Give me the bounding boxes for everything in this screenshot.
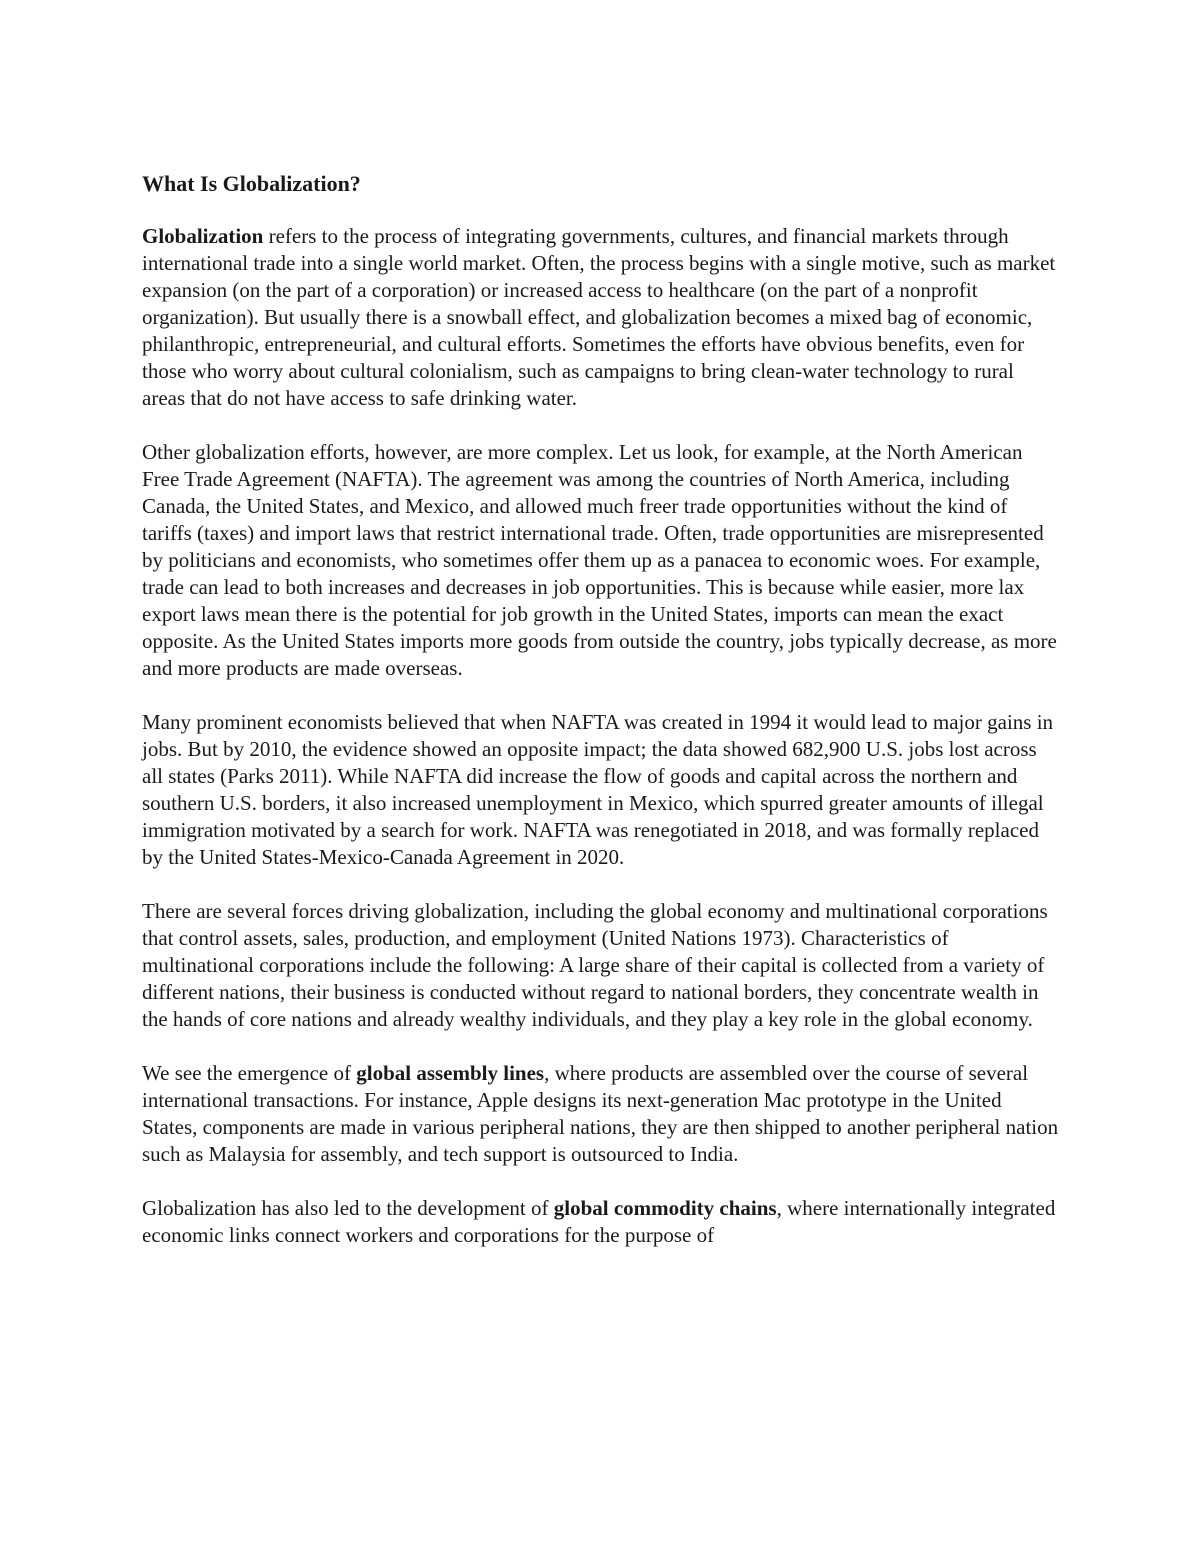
paragraph-text: Other globalization efforts, however, are more complex. Let us look, for example, at the North American Free Trade Agreement (NAFTA). The agreement was among the countries of North America, including Canada, the United States, and Mexico, and allowed much freer trade opportunities without the kind of tariffs (taxes) and import laws that restrict international trade. Often, trade opportunities are misrepresented by politicians and economists, who sometimes offer them up as a panacea to economic woes. For example, trade can lead to both increases and decreases in job opportunities. This is because while easier, more lax export laws mean there is the potential for job growth in the United States, imports can mean the exact opposite. As the United States imports more goods from outside the country, jobs typically decrease, as more and more products are made overseas. — [142, 440, 1057, 680]
document-body — [142, 168, 1062, 1276]
paragraph-text: We see the emergence of — [142, 1061, 357, 1085]
key-term: global assembly lines — [356, 1061, 545, 1085]
paragraph — [142, 439, 1062, 682]
paragraph-text: , where internationally integrated economic links connect workers and corporations for the purpose of — [142, 1196, 1056, 1247]
paragraph-text: Many prominent economists believed that when NAFTA was created in 1994 it would lead to major gains in jobs. But by 2010, the evidence showed an opposite impact; the data showed 682,900 U.S. jobs lost across all states (Parks 2011). While NAFTA did increase the flow of goods and capital across the northern and southern U.S. borders, it also increased unemployment in Mexico, which spurred greater amounts of illegal immigration motivated by a search for work. NAFTA was renegotiated in 2018, and was formally replaced by the United States-Mexico-Canada Agreement in 2020. — [142, 710, 1054, 869]
paragraph — [142, 223, 1062, 412]
key-term: Globalization — [142, 224, 264, 248]
paragraph — [142, 1060, 1062, 1168]
paragraph-text: There are several forces driving globalization, including the global economy and multinational corporations that control assets, sales, production, and employment (United Nations 1973). Characteristics of multinational corporations include the following: A large share of their capital is collected from a variety of different nations, their business is conducted without regard to national borders, they concentrate wealth in the hands of core nations and already wealthy individuals, and they play a key role in the global economy. — [142, 899, 1048, 1031]
paragraph-text: Globalization has also led to the development of — [142, 1196, 554, 1220]
page-title: What Is Globalization? — [142, 171, 361, 196]
paragraph — [142, 1195, 1062, 1249]
key-term: global commodity chains — [553, 1196, 777, 1220]
paragraph-text: refers to the process of integrating governments, cultures, and financial markets through international trade into a single world market. Often, the process begins with a single motive, such as market expansion (on the part of a corporation) or increased access to healthcare (on the part of a nonprofit organization). But usually there is a snowball effect, and globalization becomes a mixed bag of economic, philanthropic, entrepreneurial, and cultural efforts. Sometimes the efforts have obvious benefits, even for those who worry about cultural colonialism, such as campaigns to bring clean-water technology to rural areas that do not have access to safe drinking water. — [142, 224, 1056, 410]
paragraph-text: , where products are assembled over the course of several international transactions. For instance, Apple designs its next-generation Mac prototype in the United States, components are made in various peripheral nations, they are then shipped to another peripheral nation such as Malaysia for assembly, and tech support is outsourced to India. — [142, 1061, 1059, 1166]
paragraph — [142, 709, 1062, 871]
paragraph — [142, 898, 1062, 1033]
